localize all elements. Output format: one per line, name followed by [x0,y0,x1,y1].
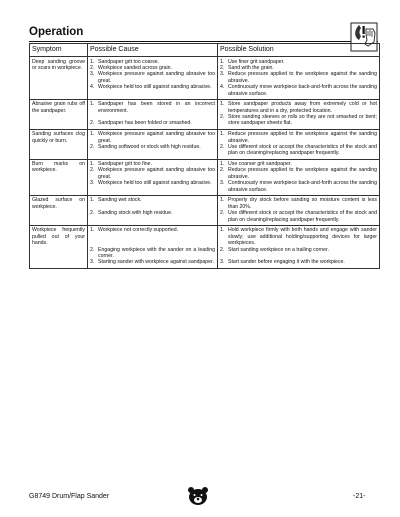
cause-item: 2. Sanding softwood or stock with high residue. [90,144,215,150]
solution-cell [218,57,380,100]
cause-item: 2. Workpiece sanded across grain. [90,65,215,71]
table-row [30,159,380,195]
solution-item: 2. Use different stock or accept the characteristics of the stock and plan on cleaning/replacing sandpaper frequently. [220,144,377,157]
cause-item: 3. Workpiece pressure against sanding abrasive too great. [90,71,215,84]
footer-model-name: G8749 Drum/Flap Sander [29,493,110,500]
symptom-cell: Abrasive grain rubs off the sandpaper. [30,99,88,129]
symptom-cell: Glazed surface on workpiece. [30,195,88,225]
solution-item: 2. Sand with the grain. [220,65,377,71]
solution-item: 3. Continuously move workpiece back-and-forth across the sanding abrasive surface. [220,180,377,193]
cause-item: 3. Workpiece held too still against sanding abrasive. [90,180,215,186]
solution-cell [218,195,380,225]
cause-item: 1. Workpiece pressure against sanding abrasive too great. [90,131,215,144]
cause-item: 1. Sandpaper has been stored in an incorrect environment. [90,101,215,114]
cause-item: 2. Sandpaper has been folded or smashed. [90,120,215,126]
cause-cell [88,57,218,100]
table-header-row [30,44,380,57]
cause-item: 1. Workpiece not correctly supported. [90,227,215,233]
cause-cell [88,195,218,225]
solution-item: 1. Hold workpiece firmly with both hands and engage with sander slowly; use additional holding/supporting devices for larger workpieces. [220,227,377,246]
symptom-cell: Sanding surfaces clog quickly or burn. [30,129,88,159]
symptom-cell: Workpiece frequently pulled out of your hands. [30,225,88,268]
cause-cell [88,159,218,195]
cause-item: 1. Sanding wet stock. [90,197,215,203]
cause-item: 4. Workpiece held too still against sanding abrasive. [90,84,215,90]
solution-cell [218,159,380,195]
table-row [30,57,380,100]
solution-cell [218,129,380,159]
table-row [30,129,380,159]
solution-item: 1. Properly dry stock before sanding so moisture content is less than 20%. [220,197,377,210]
solution-item: 4. Continuously move workpiece back-and-forth across the sanding abrasive surface. [220,84,377,97]
solution-cell [218,99,380,129]
title-rule [29,41,378,42]
cause-cell [88,129,218,159]
solution-item: 3. Reduce pressure applied to the workpiece against the sanding abrasive. [220,71,377,84]
solution-item: 2. Use different stock or accept the characteristics of the stock and plan on cleaning/replacing sandpaper frequently. [220,210,377,223]
solution-item: 2. Start sanding workpiece on a trailing corner. [220,247,377,253]
section-title: Operation [29,26,84,38]
cause-cell [88,225,218,268]
header-cause: Possible Cause [88,44,218,57]
cause-item: 2. Workpiece pressure against sanding abrasive too great. [90,167,215,180]
cause-item: 1. Sandpaper grit too coarse. [90,59,215,65]
solution-item: 1. Reduce pressure applied to the workpiece against the sanding abrasive. [220,131,377,144]
footer-page-number: -21- [353,493,366,500]
solution-item: 1. Store sandpaper products away from extremely cold or hot temperatures and in a dry, protected location. [220,101,377,114]
solution-cell [218,225,380,268]
header-symptom: Symptom [30,44,88,57]
cause-item: 2. Sanding stock with high residue. [90,210,215,216]
solution-item: 2. Reduce pressure applied to the workpiece against the sanding abrasive. [220,167,377,180]
cause-item: 2. Engaging workpiece with the sander on a leading corner. [90,247,215,260]
header-solution: Possible Solution [218,44,380,57]
table-row [30,99,380,129]
symptom-cell: Burn marks on workpiece. [30,159,88,195]
solution-item: 1. Use coarser grit sandpaper. [220,161,377,167]
bear-logo-icon [186,486,210,506]
solution-item: 1. Use finer grit sandpaper. [220,59,377,65]
symptom-cell: Deep sanding groove or scars in workpiece. [30,57,88,100]
troubleshooting-table [29,43,380,269]
solution-item: 3. Start sander before engaging it with the workpiece. [220,259,377,265]
cause-cell [88,99,218,129]
solution-item: 2. Store sanding sleeves or rolls so they are not smashed or bent; store sandpaper sheets flat. [220,114,377,127]
cause-item: 3. Starting sander with workpiece against sandpaper. [90,259,215,265]
table-row [30,195,380,225]
table-row [30,225,380,268]
cause-item: 1. Sandpaper grit too fine. [90,161,215,167]
